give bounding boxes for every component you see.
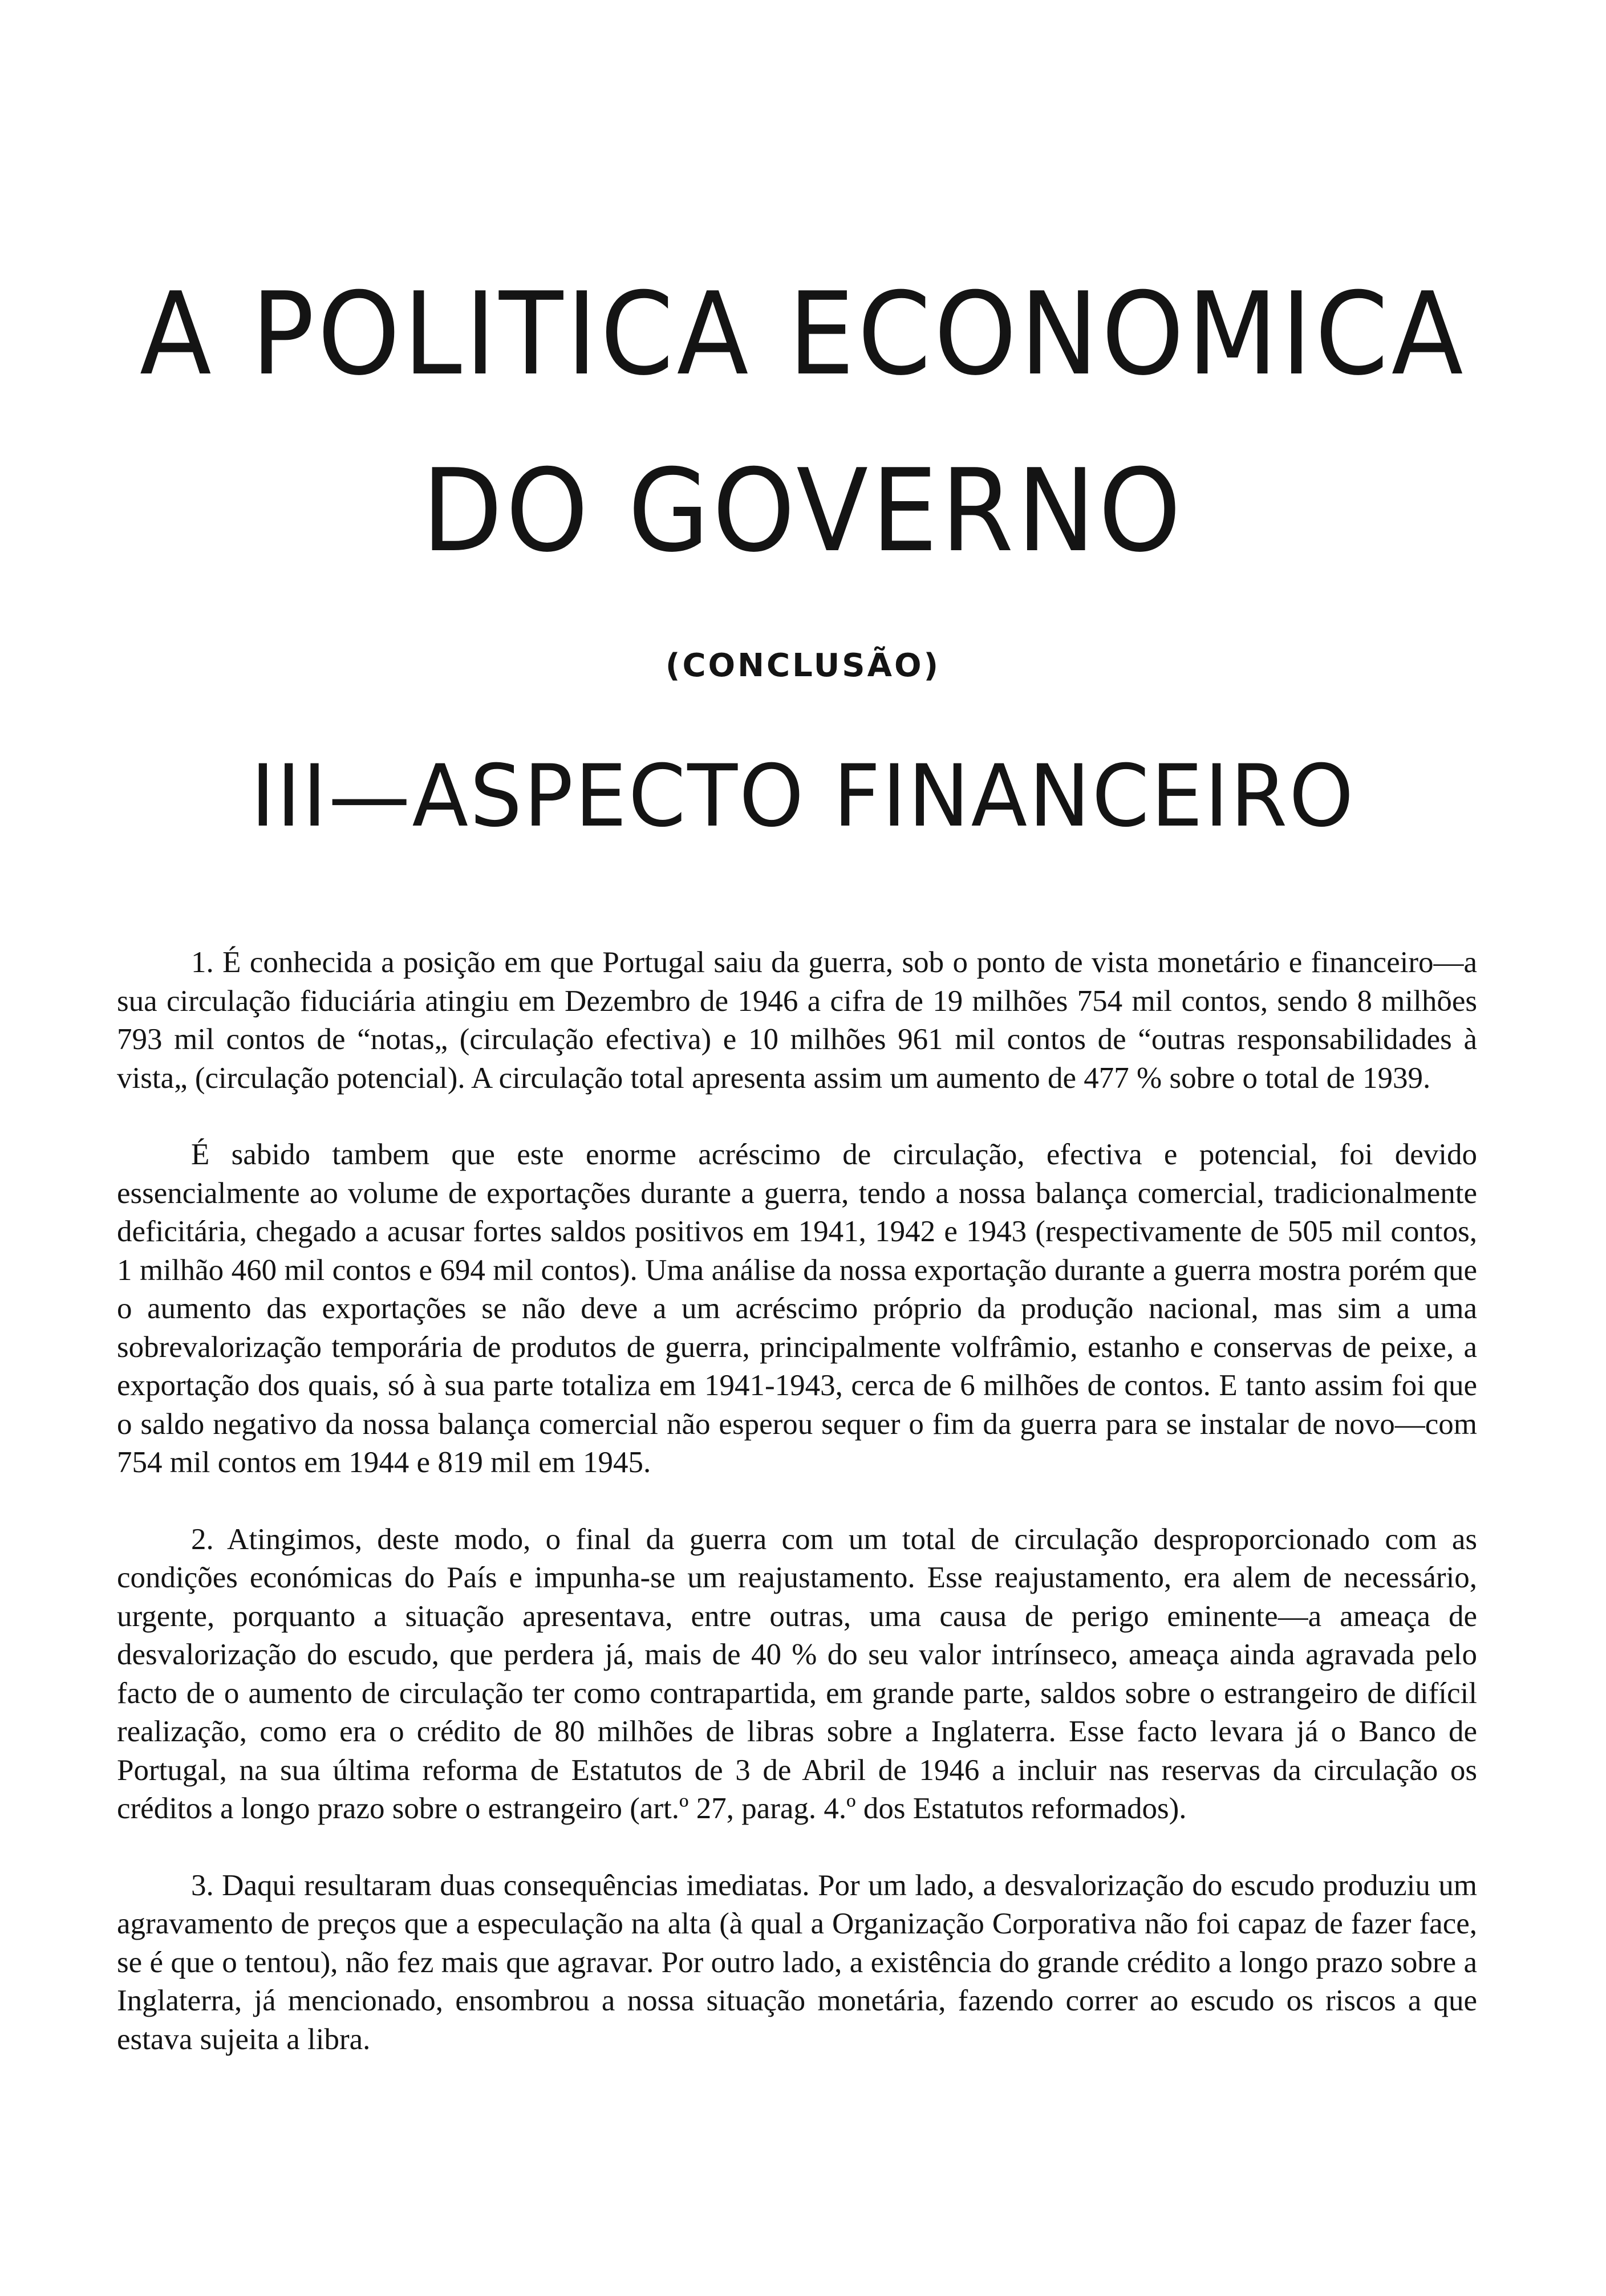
article-title-line-1: A POLITICA ECONOMICA [139, 268, 1467, 401]
paragraph-2: É sabido tambem que este enorme acréscimo de circulação, efectiva e potencial, foi devido essencialmente ao volume de exportações durante a guerra, tendo a nossa balança comercial, tradicionalmente deficitária, chegado a acusar fortes saldos positivos em 1941, 1942 e 1943 (respectivamente de 505 mil contos, 1 milhão 460 mil contos e 694 mil contos). Uma análise da nossa exportação durante a guerra mostra porém que o aumento das exportações se não deve a um acréscimo próprio da produção nacional, mas sim a uma sobrevalorização temporária de produtos de guerra, principalmente volfrâmio, estanho e conservas de peixe, a exportação dos quais, só à sua parte totaliza em 1941-1943, cerca de 6 milhões de contos. E tanto assim foi que o saldo negativo da nossa balança comercial não esperou sequer o fim da guerra para se instalar de novo—com 754 mil contos em 1944 e 819 mil em 1945. [117, 1138, 1477, 1479]
paragraph-3: 2. Atingimos, deste modo, o final da guerra com um total de circulação desproporcionado com as condições económicas do País e impunha-se um reajustamento. Esse reajustamento, era alem de necessário, urgente, porquanto a situação apresentava, entre outras, uma causa de perigo eminente—a ameaça de desvalorização do escudo, que perdera já, mais de 40 % do seu valor intrínseco, ameaça ainda agravada pelo facto de o aumento de circulação ter como contrapartida, em grande parte, saldos sobre o estrangeiro de difícil realização, como era o crédito de 80 milhões de libras sobre a Inglaterra. Esse facto levara já o Banco de Portugal, na sua última reforma de Estatutos de 3 de Abril de 1946 a incluir nas reservas da circulação os créditos a longo prazo sobre o estrangeiro (art.º 27, parag. 4.º dos Estatutos reformados). [117, 1522, 1477, 1825]
section-heading: III—ASPECTO FINANCEIRO [250, 747, 1356, 846]
paragraph-4: 3. Daqui resultaram duas consequências imediatas. Por um lado, a desvalorização do escudo produziu um agravamento de preços que a especulação na alta (à qual a Organização Corporativa não foi capaz de fazer face, se é que o tentou), não fez mais que agravar. Por outro lado, a existência do grande crédito a longo prazo sobre a Inglaterra, já mencionado, ensombrou a nossa situação monetária, fazendo correr ao escudo os riscos a que estava sujeita a libra. [117, 1868, 1477, 2056]
article-title-line-2: DO GOVERNO [421, 445, 1185, 578]
article-body [117, 944, 1477, 2059]
paragraph-1: 1. É conhecida a posição em que Portugal saiu da guerra, sob o ponto de vista monetário e financeiro—a sua circulação fiduciária atingiu em Dezembro de 1946 a cifra de 19 milhões 754 mil contos, sendo 8 milhões 793 mil contos de “notas„ (circulação efectiva) e 10 milhões 961 mil contos de “outras responsabilidades à vista„ (circulação potencial). A circulação total apresenta assim um aumento de 477 % sobre o total de 1939. [117, 946, 1477, 1095]
article-subtitle: (CONCLUSÃO) [665, 647, 941, 684]
